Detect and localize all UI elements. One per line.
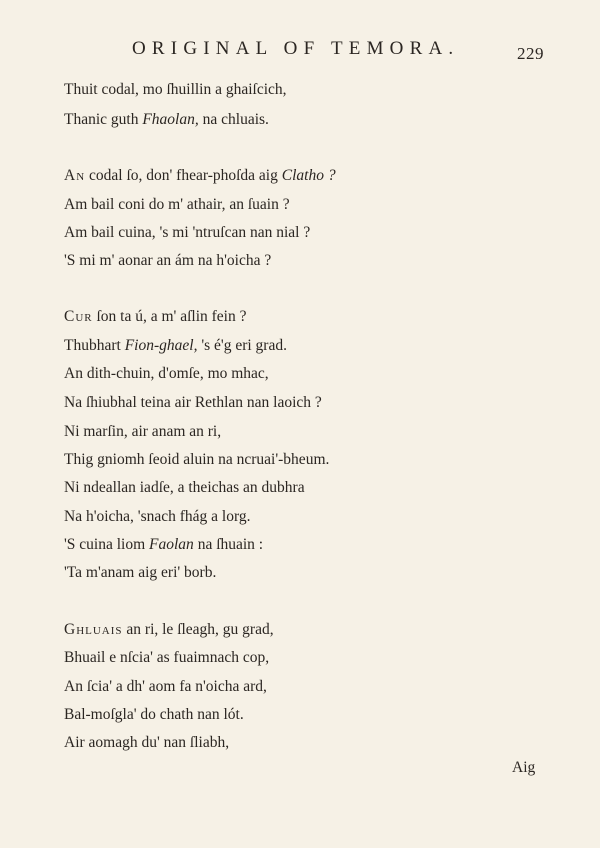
verse-line: Thig gniomh ſeoid aluin na ncruai'-bheum. <box>64 451 330 468</box>
stanza-lead-word: Ghluais <box>64 621 123 638</box>
verse-line: Am bail coni do m' athair, an ſuain ? <box>64 196 290 213</box>
verse-line: Bhuail e nſcia' as fuaimnach cop, <box>64 649 270 666</box>
verse-line: Na ſhiubhal teina air Rethlan nan laoich ? <box>64 394 322 411</box>
verse-line: Ni ndeallan iadſe, a theichas an dubhra <box>64 479 305 496</box>
verse-line: Cur ſon ta ú, a m' aſlin fein ? <box>64 308 247 325</box>
stanza-lead-word: Cur <box>64 308 93 325</box>
verse-line: Ghluais an ri, le ſleagh, gu grad, <box>64 621 274 638</box>
catchword: Aig <box>512 759 536 776</box>
verse-line: Na h'oicha, 'snach fhág a lorg. <box>64 508 251 525</box>
verse-line: Bal-moſgla' do chath nan lót. <box>64 706 244 723</box>
verse-line: Thanic guth Fhaolan, na chluais. <box>64 111 269 128</box>
verse-line: 'S cuina liom Faolan na ſhuain : <box>64 536 264 553</box>
verse-line: Ni marſin, air anam an ri, <box>64 423 222 440</box>
verse-line: 'S mi m' aonar an ám na h'oicha ? <box>64 252 272 269</box>
verse-line: Am bail cuina, 's mi 'ntruſcan nan nial ? <box>64 224 311 241</box>
running-head: ORIGINAL OF TEMORA. <box>132 38 460 59</box>
stanza-lead-word: An <box>64 167 86 184</box>
verse-line: 'Ta m'anam aig eri' borb. <box>64 564 217 581</box>
page-number: 229 <box>517 44 544 63</box>
verse-line: An ſcia' a dh' aom fa n'oicha ard, <box>64 678 267 695</box>
verse-line: Thubhart Fion-ghael, 's é'g eri grad. <box>64 337 287 354</box>
verse-line: Air aomagh du' nan ſliabh, <box>64 734 230 751</box>
verse-line: Thuit codal, mo ſhuillin a ghaiſcich, <box>64 81 287 98</box>
verse-line: An codal ſo, don' fhear-phoſda aig Clatho ? <box>64 167 336 184</box>
verse-line: An dith-chuin, d'omſe, mo mhac, <box>64 365 269 382</box>
